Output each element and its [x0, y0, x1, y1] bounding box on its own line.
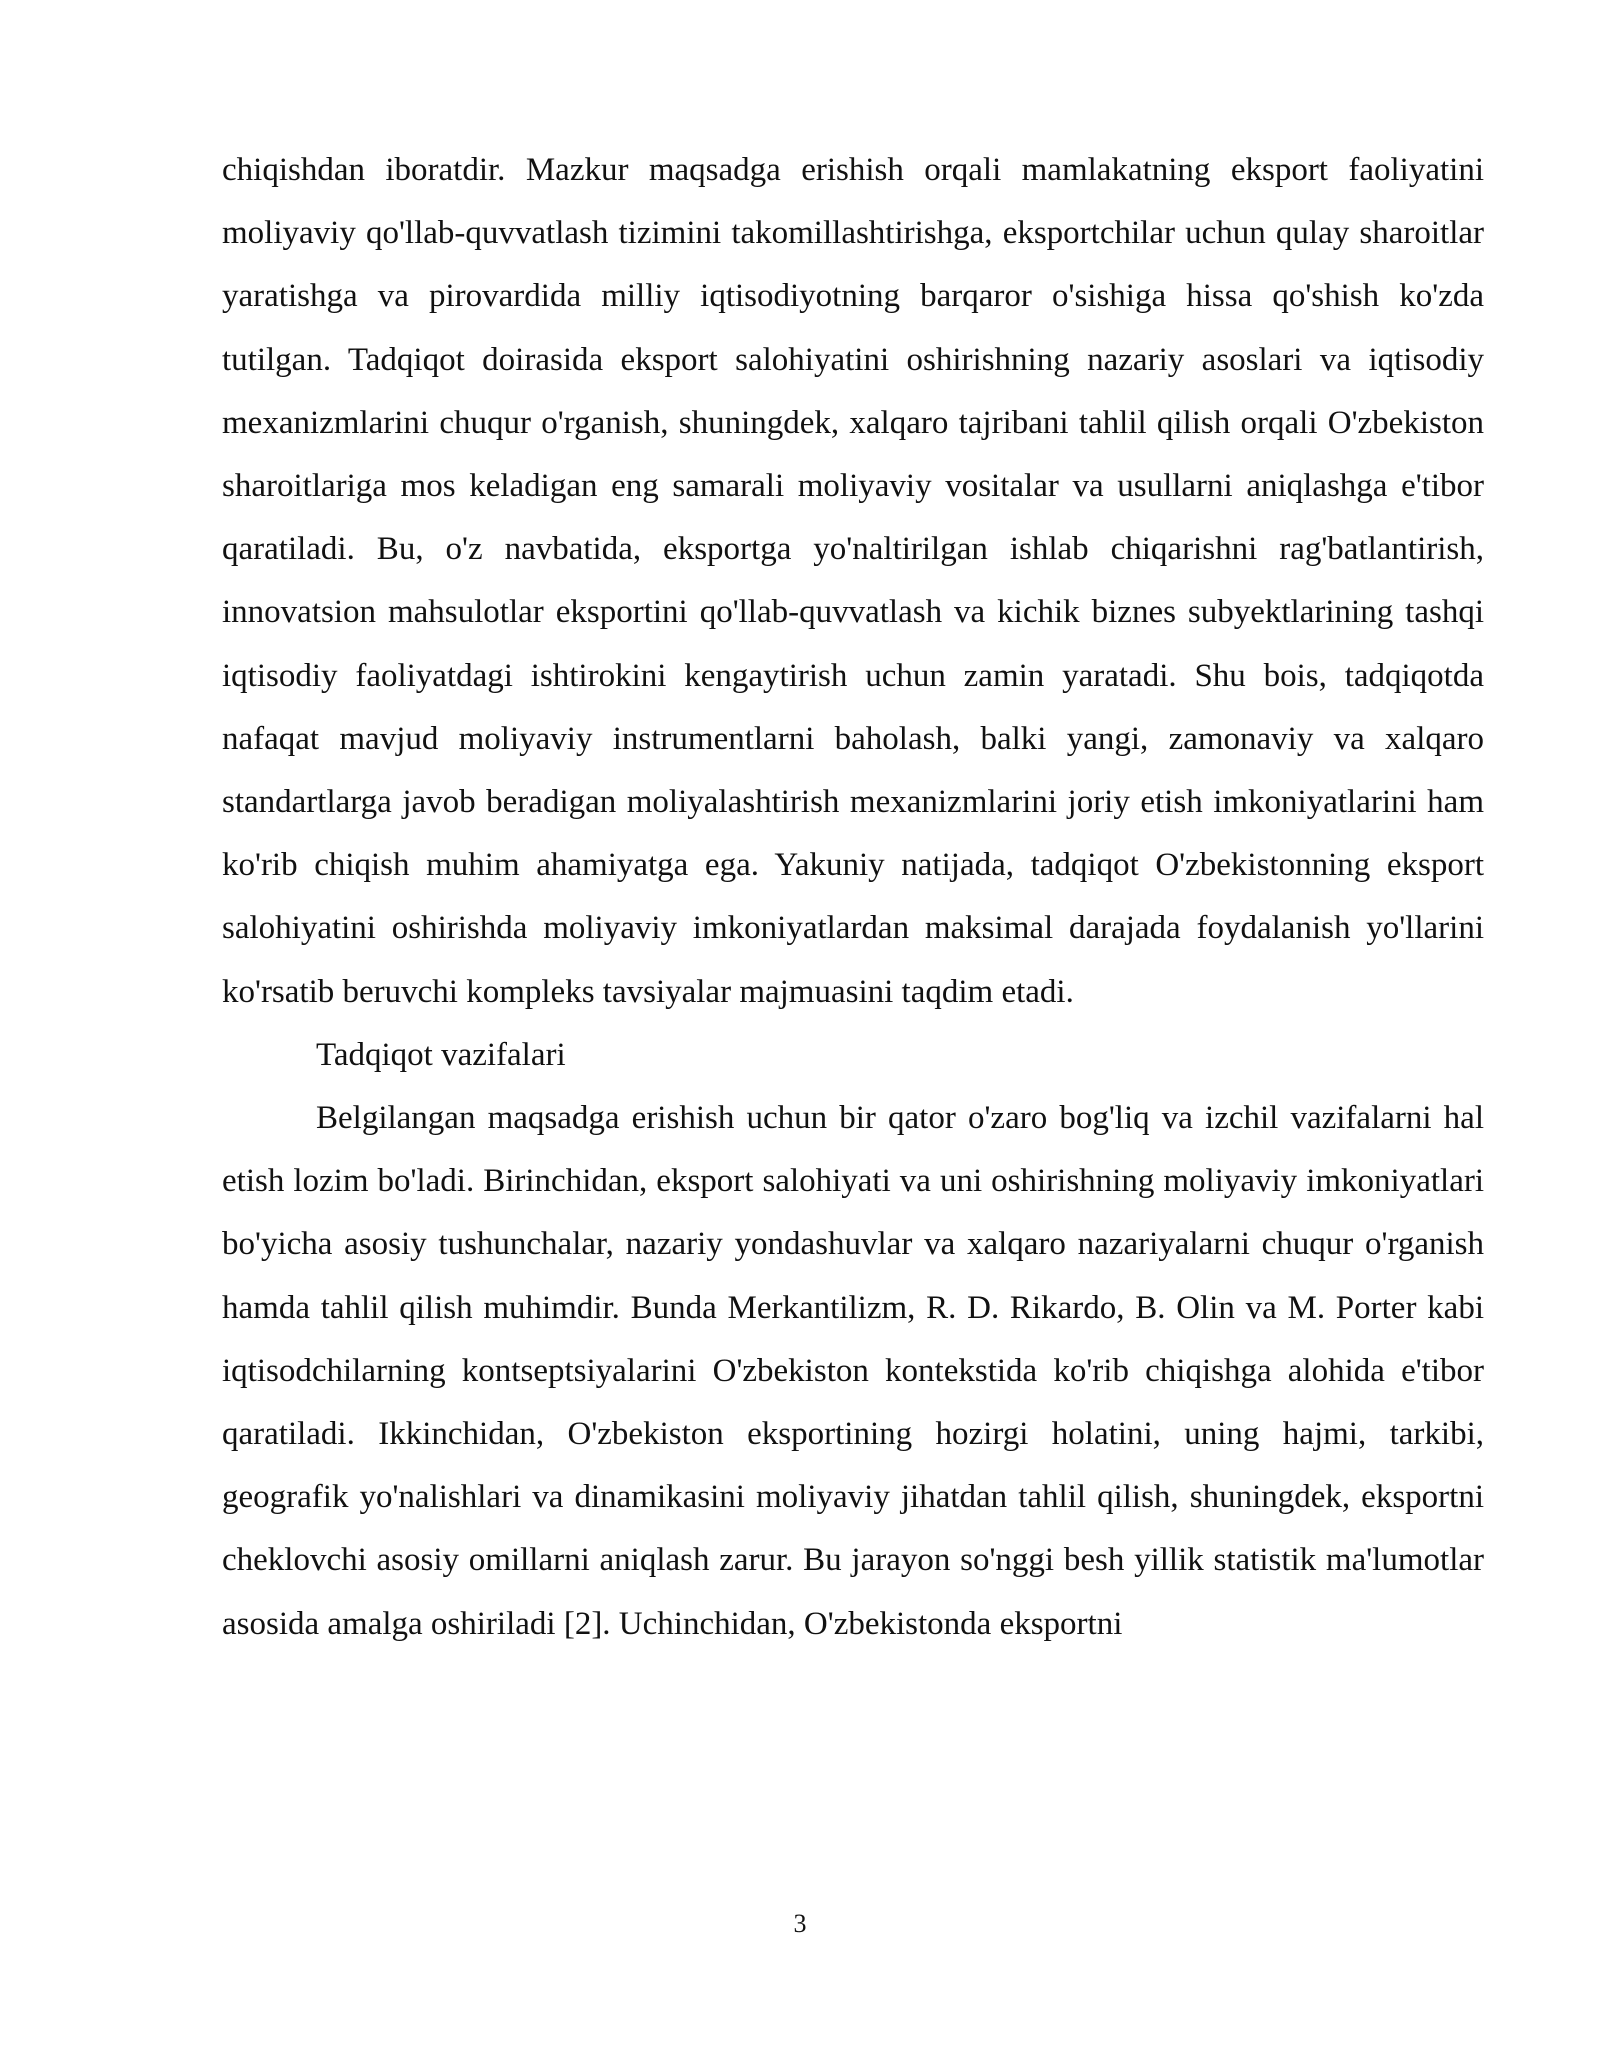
paragraph-tasks: Belgilangan maqsadga erishish uchun bir qator o'zaro bog'liq va izchil vazifalarni hal etish lozim bo'ladi. Birinchidan, eksport salohiyati va uni oshirishning moliyaviy imkoniyatlari bo'yicha asosiy tushunchalar, nazariy yondashuvlar va xalqaro nazariyalarni chuqur o'rganish hamda tahlil qilish muhimdir. Bunda Merkantilizm, R. D. Rikardo, B. Olin va M. Porter kabi iqtisodchilarning kontseptsiyalarini O'zbekiston kontekstida ko'rib chiqishga alohida e'tibor qaratiladi. Ikkinchidan, O'zbekiston eksportining hozirgi holatini, uning hajmi, tarkibi, geografik yo'nalishlari va dinamikasini moliyaviy jihatdan tahlil qilish, shuningdek, eksportni cheklovchi asosiy omillarni aniqlash zarur. Bu jarayon so'nggi besh yillik statistik ma'lumotlar asosida amalga oshiriladi [2]. Uchinchidan, O'zbekistonda eksportni	[222, 1100, 1484, 1642]
paragraph-continued: chiqishdan iboratdir. Mazkur maqsadga erishish orqali mamlakatning eksport faoliyatini moliyaviy qo'llab-quvvatlash tizimini takomillashtirishga, eksportchilar uchun qulay sharoitlar yaratishga va pirovardida milliy iqtisodiyotning barqaror o'sishiga hissa qo'shish ko'zda tutilgan. Tadqiqot doirasida eksport salohiyatini oshirishning nazariy asoslari va iqtisodiy mexanizmlarini chuqur o'rganish, shuningdek, xalqaro tajribani tahlil qilish orqali O'zbekiston sharoitlariga mos keladigan eng samarali moliyaviy vositalar va usullarni aniqlashga e'tibor qaratiladi. Bu, o'z navbatida, eksportga yo'naltirilgan ishlab chiqarishni rag'batlantirish, innovatsion mahsulotlar eksportini qo'llab-quvvatlash va kichik biznes subyektlarining tashqi iqtisodiy faoliyatdagi ishtirokini kengaytirish uchun zamin yaratadi. Shu bois, tadqiqotda nafaqat mavjud moliyaviy instrumentlarni baholash, balki yangi, zamonaviy va xalqaro standartlarga javob beradigan moliyalashtirish mexanizmlarini joriy etish imkoniyatlarini ham ko'rib chiqish muhim ahamiyatga ega. Yakuniy natijada, tadqiqot O'zbekistonning eksport salohiyatini oshirishda moliyaviy imkoniyatlardan maksimal darajada foydalanish yo'llarini ko'rsatib beruvchi kompleks tavsiyalar majmuasini taqdim etadi.	[222, 152, 1484, 1010]
page-number: 3	[793, 1909, 807, 1938]
document-body	[222, 139, 1484, 1656]
section-heading: Tadqiqot vazifalari	[316, 1036, 566, 1073]
